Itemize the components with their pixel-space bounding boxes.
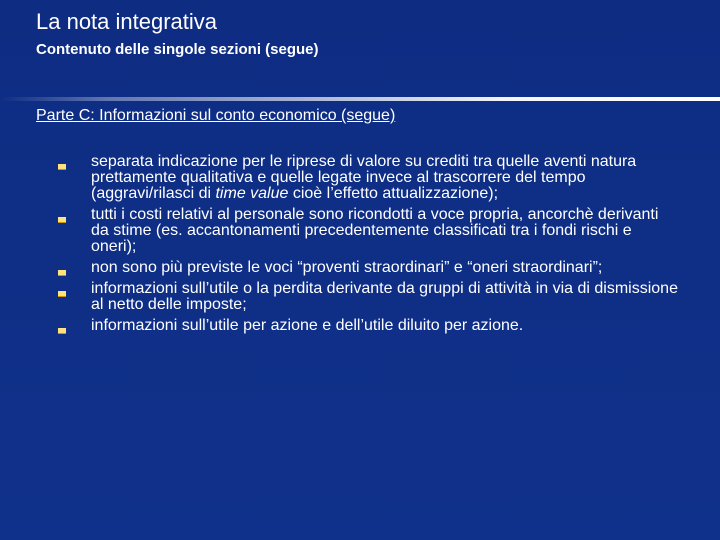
bullet-item [58,260,678,276]
bullet-item [58,207,678,255]
bullet-marker-icon [58,217,66,223]
bullet-text-part: cioè l’effetto attualizzazione); [288,185,499,202]
bullet-text: tutti i costi relativi al personale sono ricondotti a voce propria, ancorchè derivanti da stime (es. accantonamenti precedentemente classificati tra i fondi rischi e oneri); [91,206,659,255]
bullet-text: non sono più previste le voci “proventi straordinari” e “oneri straordinari”; [91,259,603,276]
bullet-item [58,154,678,202]
bullet-italic-term: time value [215,185,289,202]
bullet-text [91,153,636,202]
bullet-text: informazioni sull’utile per azione e dell’utile diluito per azione. [91,317,524,334]
bullet-item [58,281,678,313]
bullet-item [58,318,678,334]
bullet-marker-icon [58,291,66,297]
bullet-marker-icon [58,328,66,334]
bullet-marker-icon [58,164,66,170]
bullet-list [58,154,678,339]
slide-subtitle: Contenuto delle singole sezioni (segue) [36,41,319,58]
bullet-text: informazioni sull’utile o la perdita derivante da gruppi di attività in via di dismissione al netto delle imposte; [91,280,678,313]
header-divider [0,97,720,101]
slide-title: La nota integrativa [36,9,218,34]
bullet-text-part: separata indicazione per le riprese di valore su crediti tra quelle aventi natura prettamente qualitativa e quelle legate invece al trascorrere del tempo (aggravi/rilasci di [91,153,637,202]
section-heading: Parte C: Informazioni sul conto economico (segue) [36,107,396,124]
bullet-marker-icon [58,270,66,276]
